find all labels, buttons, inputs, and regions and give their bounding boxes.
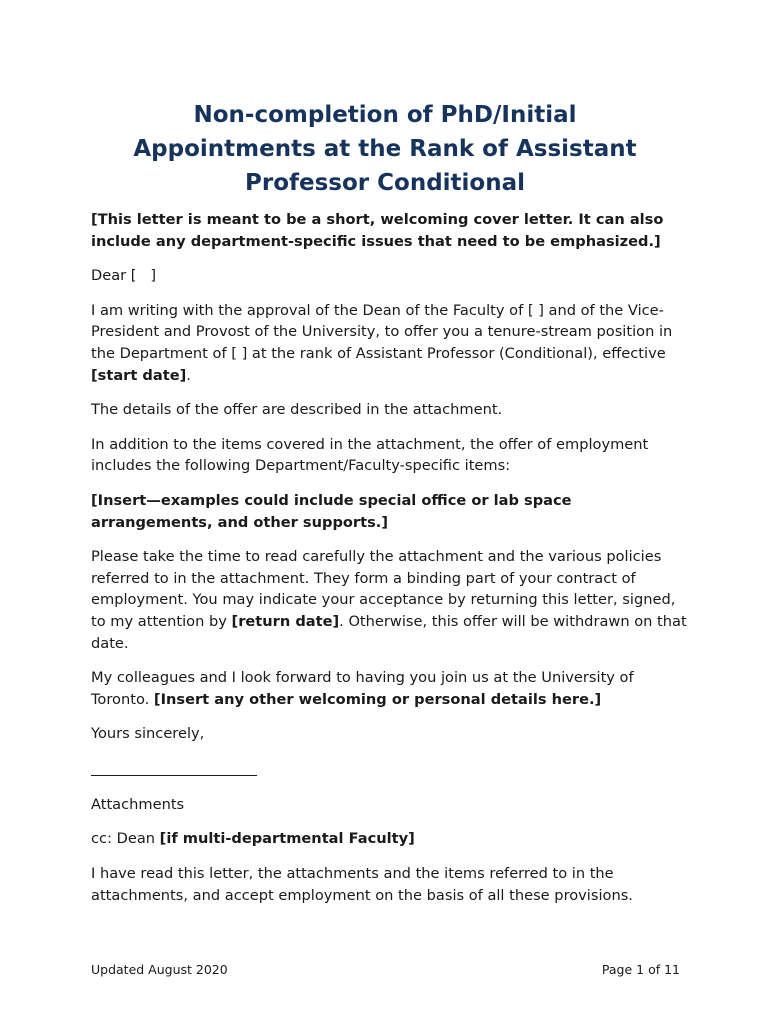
- paragraph-acceptance-text: Please take the time to read carefully the attachment and the various policies referred to in the attachment. They form a binding part of your contract of employment. You may indicate your acceptance by returning this letter, signed, to my attention by: [91, 548, 676, 630]
- title-line-1: Non-completion of PhD/Initial: [193, 102, 577, 128]
- paragraph-offer-text: I am writing with the approval of the Dean of the Faculty of [ ] and of the Vice-President and Provost of the University, to offer you a tenure-stream position in the Department of [ ] at the rank of Assistant Professor (Conditional), effective: [91, 301, 673, 362]
- acceptance-statement: I have read this letter, the attachments and the items referred to in the attachments, and accept employment on the basis of all these provisions.: [91, 865, 633, 904]
- cc-placeholder: [if multi-departmental Faculty]: [159, 830, 415, 848]
- paragraph-welcome: [91, 667, 691, 710]
- paragraph-acceptance-end: . Otherwise, this offer will be withdrawn on that date.: [91, 612, 687, 652]
- return-date-placeholder: [return date]: [231, 612, 340, 630]
- paragraph-offer-end: .: [186, 366, 191, 384]
- footer-page-number: Page 1 of 11: [601, 962, 680, 977]
- title-line-3: Professor Conditional: [245, 170, 525, 196]
- cc-line: [91, 828, 691, 850]
- document-title: [60, 98, 710, 200]
- attachments-label: Attachments: [91, 795, 185, 813]
- paragraph-details: The details of the offer are described in the attachment.: [91, 401, 503, 419]
- paragraph-offer: [91, 300, 691, 386]
- paragraph-welcome-text: My colleagues and I look forward to having you join us at the University of Toronto.: [91, 669, 634, 708]
- start-date-placeholder: [start date]: [91, 366, 187, 384]
- intro-note: [This letter is meant to be a short, welcoming cover letter. It can also include any department-specific issues that need to be emphasized.]: [91, 211, 664, 250]
- welcome-details-placeholder: [Insert any other welcoming or personal details here.]: [153, 690, 602, 708]
- closing: Yours sincerely,: [91, 725, 205, 743]
- insert-note: [Insert—examples could include special office or lab space arrangements, and other supports.]: [91, 491, 572, 531]
- footer-updated: Updated August 2020: [91, 962, 228, 977]
- paragraph-acceptance-instructions: [91, 546, 691, 654]
- cc-text: cc: Dean: [91, 830, 160, 848]
- signature-line: [91, 775, 257, 776]
- paragraph-additional-items: In addition to the items covered in the attachment, the offer of employment includes the following Department/Faculty-specific items:: [91, 435, 649, 475]
- salutation: Dear [ ]: [91, 267, 157, 285]
- title-line-2: Appointments at the Rank of Assistant: [133, 136, 637, 162]
- letter-body: [91, 209, 691, 919]
